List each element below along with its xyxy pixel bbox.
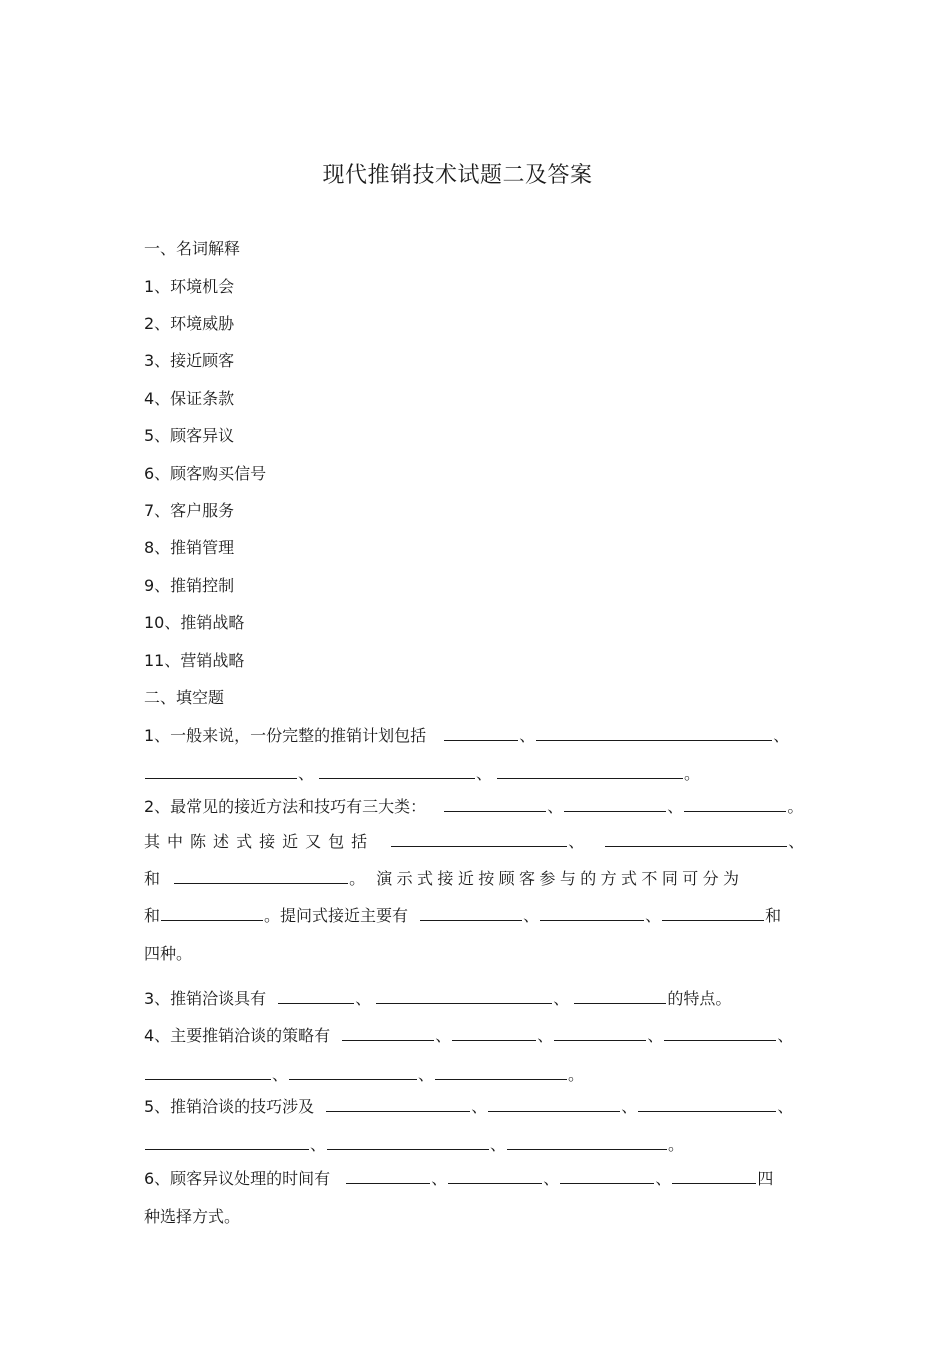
separator: 、 (435, 1026, 452, 1045)
separator: 、 (777, 1026, 794, 1045)
question-2-line-1 (144, 796, 803, 818)
answer-blank[interactable] (161, 905, 263, 921)
separator: 、 (553, 989, 570, 1008)
question-text: 演示式接近按顾客参与的方式不同可分为 (376, 869, 744, 888)
separator: 、 (476, 764, 493, 783)
list-item: 10、推销战略 (144, 613, 245, 632)
answer-blank[interactable] (444, 725, 518, 741)
separator: 。 (787, 797, 804, 816)
answer-blank[interactable] (278, 988, 354, 1004)
answer-blank[interactable] (319, 763, 475, 779)
separator: 、 (543, 1169, 560, 1188)
answer-blank[interactable] (540, 905, 644, 921)
answer-blank[interactable] (452, 1025, 536, 1041)
separator: 、 (773, 726, 790, 745)
answer-blank[interactable] (672, 1168, 756, 1184)
question-text: 和 (144, 869, 161, 888)
list-item: 3、接近顾客 (144, 351, 235, 370)
separator: 、 (777, 1097, 794, 1116)
question-text: 5、推销洽谈的技巧涉及 (144, 1097, 315, 1116)
answer-blank[interactable] (444, 796, 546, 812)
question-3-line-1 (144, 988, 731, 1010)
page-title: 现代推销技术试题二及答案 (322, 163, 593, 188)
list-item: 7、客户服务 (144, 501, 235, 520)
section-heading-1: 一、名词解释 (144, 239, 241, 258)
separator: 、 (298, 764, 315, 783)
question-text: 1、一般来说，一份完整的推销计划包括 (144, 726, 427, 745)
separator: 、 (647, 1026, 664, 1045)
separator: 、 (523, 906, 540, 925)
question-text: 陈 (190, 832, 214, 851)
question-text: 6、顾客异议处理的时间有 (144, 1169, 331, 1188)
separator: 、 (537, 1026, 554, 1045)
answer-blank[interactable] (326, 1096, 470, 1112)
separator: 、 (667, 797, 684, 816)
question-6-line-2: 种选择方式。 (144, 1207, 241, 1226)
separator: 。 (668, 1135, 685, 1154)
question-2-line-5: 四种。 (144, 944, 193, 963)
list-item: 8、推销管理 (144, 538, 235, 557)
answer-blank[interactable] (536, 725, 772, 741)
list-item: 9、推销控制 (144, 576, 235, 595)
section-heading-2: 二、填空题 (144, 688, 225, 707)
question-text: 括 (351, 832, 375, 851)
list-item: 1、环境机会 (144, 277, 235, 296)
question-text: 四 (757, 1169, 774, 1188)
question-text: 接 (259, 832, 283, 851)
list-item: 11、营销战略 (144, 651, 245, 670)
question-text: 中 (167, 832, 191, 851)
separator: 、 (788, 832, 805, 851)
separator: 、 (490, 1135, 507, 1154)
separator: 、 (355, 989, 372, 1008)
question-text: 近 (282, 832, 306, 851)
question-text: 2、最常见的接近方法和技巧有三大类： (144, 797, 427, 816)
question-text: 3、推销洽谈具有 (144, 989, 267, 1008)
separator: 、 (272, 1065, 289, 1084)
list-item: 6、顾客购买信号 (144, 464, 267, 483)
separator: 、 (645, 906, 662, 925)
answer-blank[interactable] (420, 905, 522, 921)
answer-blank[interactable] (145, 763, 297, 779)
answer-blank[interactable] (342, 1025, 434, 1041)
question-text: 。提问式接近主要有 (264, 906, 409, 925)
answer-blank[interactable] (488, 1096, 620, 1112)
answer-blank[interactable] (391, 831, 567, 847)
answer-blank[interactable] (289, 1064, 417, 1080)
separator: 。 (349, 869, 366, 888)
separator: 、 (418, 1065, 435, 1084)
answer-blank[interactable] (497, 763, 683, 779)
question-text: 其 (144, 832, 168, 851)
question-1-line-1 (144, 725, 789, 747)
answer-blank[interactable] (574, 988, 666, 1004)
question-6-line-1 (144, 1168, 773, 1190)
answer-blank[interactable] (448, 1168, 542, 1184)
answer-blank[interactable] (564, 796, 666, 812)
answer-blank[interactable] (145, 1134, 309, 1150)
question-text: 又 (305, 832, 329, 851)
question-text: 的特点。 (667, 989, 732, 1008)
answer-blank[interactable] (376, 988, 552, 1004)
answer-blank[interactable] (684, 796, 786, 812)
question-2-line-4 (144, 905, 781, 927)
separator: 、 (519, 726, 536, 745)
answer-blank[interactable] (638, 1096, 776, 1112)
question-text: 和 (765, 906, 782, 925)
question-2-line-3 (144, 868, 743, 890)
answer-blank[interactable] (664, 1025, 776, 1041)
list-item: 2、环境威胁 (144, 314, 235, 333)
answer-blank[interactable] (554, 1025, 646, 1041)
question-2-line-2 (144, 831, 804, 853)
question-5-line-2 (144, 1134, 684, 1156)
list-item: 4、保证条款 (144, 389, 235, 408)
separator: 、 (621, 1097, 638, 1116)
answer-blank[interactable] (145, 1064, 271, 1080)
question-text: 和 (144, 906, 161, 925)
answer-blank[interactable] (174, 868, 348, 884)
list-item: 5、顾客异议 (144, 426, 235, 445)
answer-blank[interactable] (605, 831, 787, 847)
question-5-line-1 (144, 1096, 793, 1118)
answer-blank[interactable] (507, 1134, 667, 1150)
separator: 、 (431, 1169, 448, 1188)
answer-blank[interactable] (662, 905, 764, 921)
separator: 、 (471, 1097, 488, 1116)
separator: 、 (568, 832, 585, 851)
question-text: 述 (213, 832, 237, 851)
question-1-line-2 (144, 763, 700, 785)
separator: 、 (655, 1169, 672, 1188)
separator: 、 (310, 1135, 327, 1154)
separator: 。 (568, 1065, 585, 1084)
question-text: 4、主要推销洽谈的策略有 (144, 1026, 331, 1045)
question-4-line-2 (144, 1064, 584, 1086)
question-text: 式 (236, 832, 260, 851)
answer-blank[interactable] (346, 1168, 430, 1184)
question-4-line-1 (144, 1025, 793, 1047)
separator: 、 (547, 797, 564, 816)
answer-blank[interactable] (327, 1134, 489, 1150)
separator: 。 (684, 764, 701, 783)
answer-blank[interactable] (435, 1064, 567, 1080)
question-text: 包 (328, 832, 352, 851)
answer-blank[interactable] (560, 1168, 654, 1184)
